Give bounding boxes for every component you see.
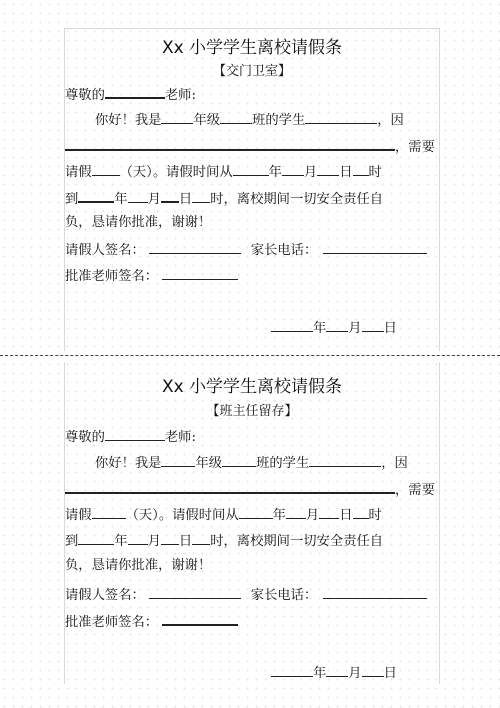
date-day-blank[interactable] [362,317,384,332]
responsibility-line: 负，恳请你批准，谢谢！ [65,558,212,573]
end-hour-blank[interactable] [192,188,210,203]
end-day-blank[interactable] [161,530,179,545]
salutation-line: 尊敬的 老师: [65,83,439,103]
approver-signature-blank[interactable] [162,610,238,626]
date-month-blank[interactable] [326,662,348,677]
applicant-signature-blank[interactable] [149,239,241,254]
reason-blank[interactable] [65,135,395,151]
salutation-line: 尊敬的 老师: [65,426,439,446]
leave-duration-line: 请假 （天）。请假时间从 年 月 日 时 [65,504,439,524]
end-month-blank[interactable] [128,188,148,203]
leave-slip-gatehouse [64,28,440,351]
start-year-blank[interactable] [233,161,269,176]
end-hour-blank[interactable] [192,530,210,545]
copy-label: 【班主任留存】 [206,404,298,419]
reason-blank[interactable] [65,478,395,494]
start-hour-blank[interactable] [353,161,369,176]
intro-line: 你好！我是 年级 班的学生 ，因 [65,109,469,129]
date-year-blank[interactable] [271,662,313,677]
reason-line: ，需要 [65,478,439,498]
approver-line: 批准老师签名： [65,610,439,630]
signature-line: 请假人签名： 家长电话： [65,584,439,604]
days-blank[interactable] [92,161,120,176]
date-line: 年 月 日 [271,662,421,682]
approver-signature-blank[interactable] [162,265,238,280]
teacher-name-blank[interactable] [105,426,165,441]
intro-line: 你好！我是 年级 班的学生 ，因 [65,452,469,472]
end-day-blank[interactable] [161,187,179,203]
date-month-blank[interactable] [326,317,348,332]
form-title: Xx 小学学生离校请假条 [161,377,343,397]
parent-phone-blank[interactable] [323,239,427,254]
leave-duration-line: 请假 （天）。请假时间从 年 月 日 时 [65,161,439,181]
end-month-blank[interactable] [128,530,148,545]
end-year-blank[interactable] [78,530,114,545]
end-time-line: 到 年 月 日 时，离校期间一切安全责任自 [65,530,439,550]
leave-slip-class-teacher [64,362,440,684]
grade-blank[interactable] [161,452,195,467]
reason-line: ，需要 [65,135,439,155]
start-day-blank[interactable] [319,504,339,519]
teacher-name-blank[interactable] [105,83,165,99]
start-day-blank[interactable] [317,161,339,176]
class-blank[interactable] [222,452,256,467]
approver-line: 批准老师签名： [65,265,439,285]
copy-label: 【交门卫室】 [212,64,291,79]
class-blank[interactable] [220,109,252,124]
signature-line: 请假人签名： 家长电话： [65,239,439,259]
student-name-blank[interactable] [309,452,381,467]
student-name-blank[interactable] [305,109,377,124]
start-month-blank[interactable] [282,161,304,176]
date-year-blank[interactable] [271,317,313,332]
parent-phone-blank[interactable] [323,584,427,599]
cut-line [0,355,500,356]
end-year-blank[interactable] [78,187,114,203]
applicant-signature-blank[interactable] [149,584,241,599]
start-hour-blank[interactable] [353,504,369,519]
days-blank[interactable] [92,504,126,519]
end-time-line: 到 年 月 日 时，离校期间一切安全责任自 [65,187,439,207]
date-day-blank[interactable] [362,662,384,677]
grade-blank[interactable] [161,109,193,124]
start-year-blank[interactable] [239,504,273,519]
form-title: Xx 小学学生离校请假条 [161,38,343,58]
date-line: 年 月 日 [271,317,421,337]
start-month-blank[interactable] [286,504,306,519]
responsibility-line: 负，恳请你批准，谢谢！ [65,215,212,230]
